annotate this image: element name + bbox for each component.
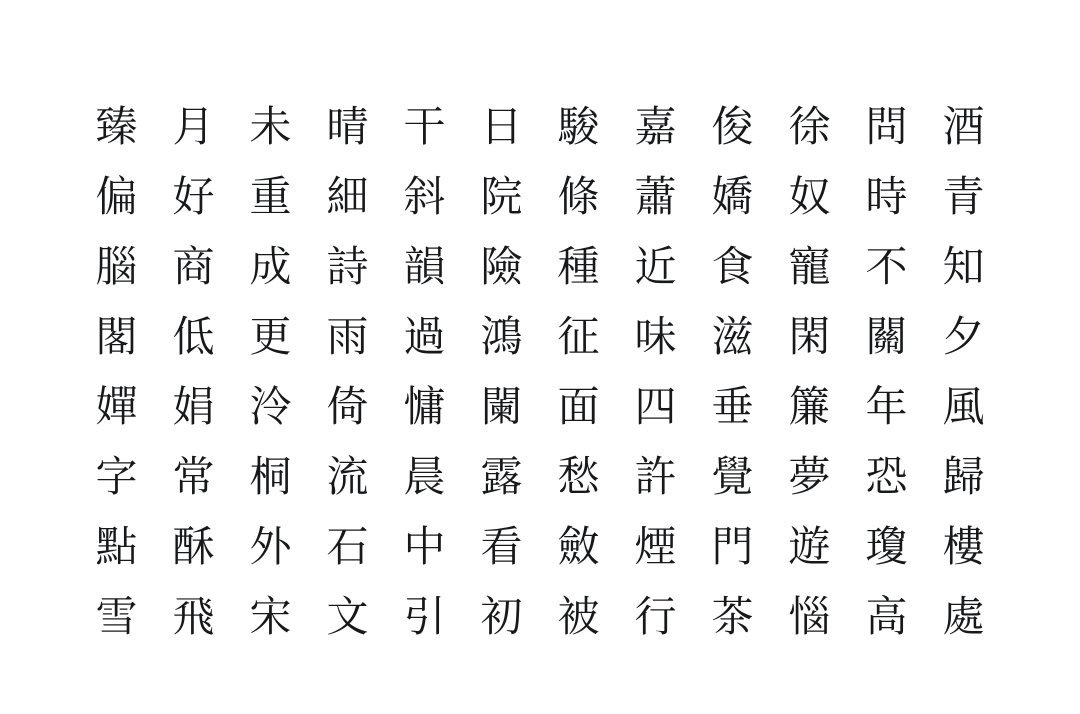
character-glyph: 宋 [249, 592, 292, 641]
character-glyph: 青 [942, 172, 985, 221]
character-glyph: 露 [480, 452, 523, 501]
character-glyph: 俊 [711, 102, 754, 151]
character-column [694, 92, 771, 652]
character-glyph: 成 [249, 242, 292, 291]
character-glyph: 夕 [942, 312, 985, 361]
character-glyph: 夢 [788, 452, 831, 501]
character-glyph: 干 [403, 102, 446, 151]
character-glyph: 茶 [711, 592, 754, 641]
character-glyph: 條 [557, 172, 600, 221]
character-glyph: 門 [711, 522, 754, 571]
character-glyph: 酒 [942, 102, 985, 151]
character-glyph: 面 [557, 382, 600, 431]
character-column [155, 92, 232, 652]
character-glyph: 近 [634, 242, 677, 291]
character-glyph: 閣 [95, 312, 138, 361]
character-glyph: 外 [249, 522, 292, 571]
character-column [925, 92, 1002, 652]
character-glyph: 低 [172, 312, 215, 361]
character-glyph: 不 [865, 242, 908, 291]
character-glyph: 細 [326, 172, 369, 221]
character-glyph: 味 [634, 312, 677, 361]
character-glyph: 寵 [788, 242, 831, 291]
character-column [617, 92, 694, 652]
character-glyph: 駿 [557, 102, 600, 151]
character-glyph: 煙 [634, 522, 677, 571]
character-glyph: 字 [95, 452, 138, 501]
character-glyph: 月 [172, 102, 215, 151]
character-glyph: 奴 [788, 172, 831, 221]
character-glyph: 遊 [788, 522, 831, 571]
character-glyph: 種 [557, 242, 600, 291]
character-glyph: 晴 [326, 102, 369, 151]
character-glyph: 腦 [95, 242, 138, 291]
character-glyph: 娟 [172, 382, 215, 431]
character-column [386, 92, 463, 652]
character-glyph: 閑 [788, 312, 831, 361]
character-glyph: 征 [557, 312, 600, 361]
character-glyph: 食 [711, 242, 754, 291]
character-column [771, 92, 848, 652]
character-glyph: 流 [326, 452, 369, 501]
character-glyph: 時 [865, 172, 908, 221]
character-glyph: 過 [403, 312, 446, 361]
character-glyph: 高 [865, 592, 908, 641]
character-glyph: 晨 [403, 452, 446, 501]
character-glyph: 關 [865, 312, 908, 361]
character-glyph: 闌 [480, 382, 523, 431]
character-glyph: 垂 [711, 382, 754, 431]
character-glyph: 歸 [942, 452, 985, 501]
character-glyph: 文 [326, 592, 369, 641]
character-glyph: 嘉 [634, 102, 677, 151]
character-glyph: 初 [480, 592, 523, 641]
character-glyph: 酥 [172, 522, 215, 571]
character-glyph: 年 [865, 382, 908, 431]
character-glyph: 行 [634, 592, 677, 641]
character-glyph: 詩 [326, 242, 369, 291]
character-glyph: 飛 [172, 592, 215, 641]
character-glyph: 被 [557, 592, 600, 641]
character-glyph: 嬌 [711, 172, 754, 221]
character-glyph: 引 [403, 592, 446, 641]
character-glyph: 中 [403, 522, 446, 571]
character-glyph: 石 [326, 522, 369, 571]
character-glyph: 韻 [403, 242, 446, 291]
character-glyph: 慵 [403, 382, 446, 431]
character-glyph: 風 [942, 382, 985, 431]
character-glyph: 臻 [95, 102, 138, 151]
character-glyph: 斜 [403, 172, 446, 221]
character-column [232, 92, 309, 652]
character-column [848, 92, 925, 652]
character-glyph: 點 [95, 522, 138, 571]
character-glyph: 斂 [557, 522, 600, 571]
character-column [78, 92, 155, 652]
character-glyph: 商 [172, 242, 215, 291]
character-glyph: 鴻 [480, 312, 523, 361]
character-column [540, 92, 617, 652]
character-glyph: 未 [249, 102, 292, 151]
character-glyph: 偏 [95, 172, 138, 221]
character-glyph: 徐 [788, 102, 831, 151]
character-glyph: 院 [480, 172, 523, 221]
character-glyph: 恐 [865, 452, 908, 501]
character-glyph: 倚 [326, 382, 369, 431]
character-glyph: 愁 [557, 452, 600, 501]
character-glyph: 簾 [788, 382, 831, 431]
character-glyph: 常 [172, 452, 215, 501]
character-glyph: 知 [942, 242, 985, 291]
character-glyph: 日 [480, 102, 523, 151]
character-glyph: 蕭 [634, 172, 677, 221]
character-glyph: 好 [172, 172, 215, 221]
character-glyph: 更 [249, 312, 292, 361]
character-glyph: 泠 [249, 382, 292, 431]
character-glyph: 許 [634, 452, 677, 501]
character-glyph: 雨 [326, 312, 369, 361]
character-column [309, 92, 386, 652]
character-glyph: 險 [480, 242, 523, 291]
character-glyph: 瓊 [865, 522, 908, 571]
character-glyph: 看 [480, 522, 523, 571]
character-glyph: 惱 [788, 592, 831, 641]
character-glyph: 樓 [942, 522, 985, 571]
character-glyph: 四 [634, 382, 677, 431]
character-column [463, 92, 540, 652]
character-glyph: 滋 [711, 312, 754, 361]
character-glyph: 重 [249, 172, 292, 221]
character-glyph: 問 [865, 102, 908, 151]
character-glyph: 處 [942, 592, 985, 641]
character-glyph: 桐 [249, 452, 292, 501]
character-glyph: 雪 [95, 592, 138, 641]
character-glyph: 嬋 [95, 382, 138, 431]
character-glyph: 覺 [711, 452, 754, 501]
